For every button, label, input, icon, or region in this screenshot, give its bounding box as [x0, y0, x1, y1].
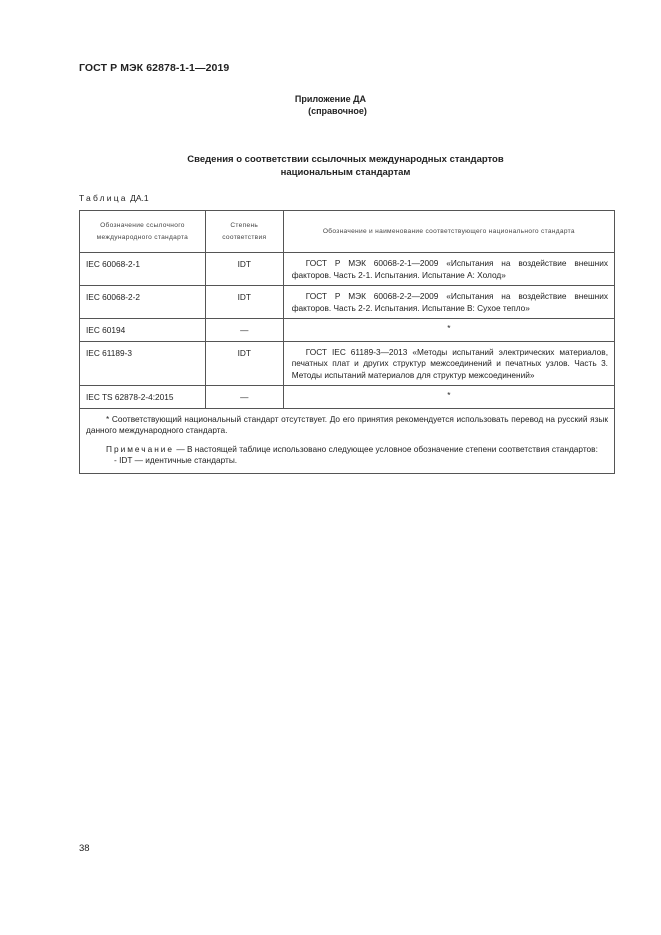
table-row [80, 286, 615, 319]
table-caption-prefix: Таблица [79, 193, 128, 203]
table-row [80, 319, 615, 342]
cell-code: IEC 61189-3 [80, 341, 206, 386]
header-international-standard: Обозначение ссылочного международного стандарта [80, 211, 206, 253]
document-header: ГОСТ Р МЭК 62878-1-1—2019 [79, 62, 230, 74]
note-text: — В настоящей таблице использовано следующее условное обозначение степени соответствия стандартов: [174, 443, 598, 454]
table-row [80, 341, 615, 386]
cell-national-standard: ГОСТ Р МЭК 60068-2-2—2009 «Испытания на воздействие внешних факторов. Часть 2-2. Испытания. Испытание В: Сухое тепло» [291, 291, 608, 313]
cell-code: IEC TS 62878-2-4:2015 [80, 386, 206, 409]
section-title-line-2: национальным стандартам [280, 167, 411, 178]
cell-code: IEC 60068-2-2 [80, 286, 206, 319]
cell-degree: — [205, 386, 283, 409]
appendix-subtitle: (справочное) [308, 106, 367, 116]
cell-national-standard: * [283, 319, 614, 342]
cell-degree: IDT [205, 253, 283, 286]
section-title-line-1: Сведения о соответствии ссылочных международных стандартов [187, 154, 504, 165]
standards-table [79, 210, 615, 474]
header-degree: Степень соответствия [205, 211, 283, 253]
cell-degree: IDT [205, 341, 283, 386]
page-number: 38 [79, 843, 90, 854]
table-row [80, 386, 615, 409]
cell-degree: — [205, 319, 283, 342]
section-title [0, 153, 661, 179]
cell-code: IEC 60068-2-1 [80, 253, 206, 286]
table-row [80, 253, 615, 286]
table-footnote: * Соответствующий национальный стандарт отсутствует. До его принятия рекомендуется использовать перевод на русский язык данного международного стандарта. [86, 413, 608, 435]
cell-national-standard: * [283, 386, 614, 409]
cell-degree: IDT [205, 286, 283, 319]
table-header-row [80, 211, 615, 253]
cell-code: IEC 60194 [80, 319, 206, 342]
appendix-heading [0, 93, 661, 117]
note-list-item: - IDT — идентичные стандарты. [114, 455, 238, 465]
cell-national-standard: ГОСТ IEC 61189-3—2013 «Методы испытаний электрических материалов, печатных плат и других структур межсоединений и печатных узлов. Часть 3. Методы испытаний материалов для структур межсоединений» [291, 346, 608, 380]
cell-national-standard: ГОСТ Р МЭК 60068-2-1—2009 «Испытания на воздействие внешних факторов. Часть 2-1. Испытания. Испытание А: Холод» [291, 258, 608, 280]
table-footer-row [80, 408, 615, 473]
table-note [86, 444, 608, 456]
header-national-standard: Обозначение и наименование соответствующего национального стандарта [283, 211, 614, 253]
note-label: Примечание [106, 443, 175, 454]
appendix-title: Приложение ДА [294, 94, 367, 104]
table-caption [79, 193, 149, 203]
table-caption-id: ДА.1 [130, 193, 149, 203]
